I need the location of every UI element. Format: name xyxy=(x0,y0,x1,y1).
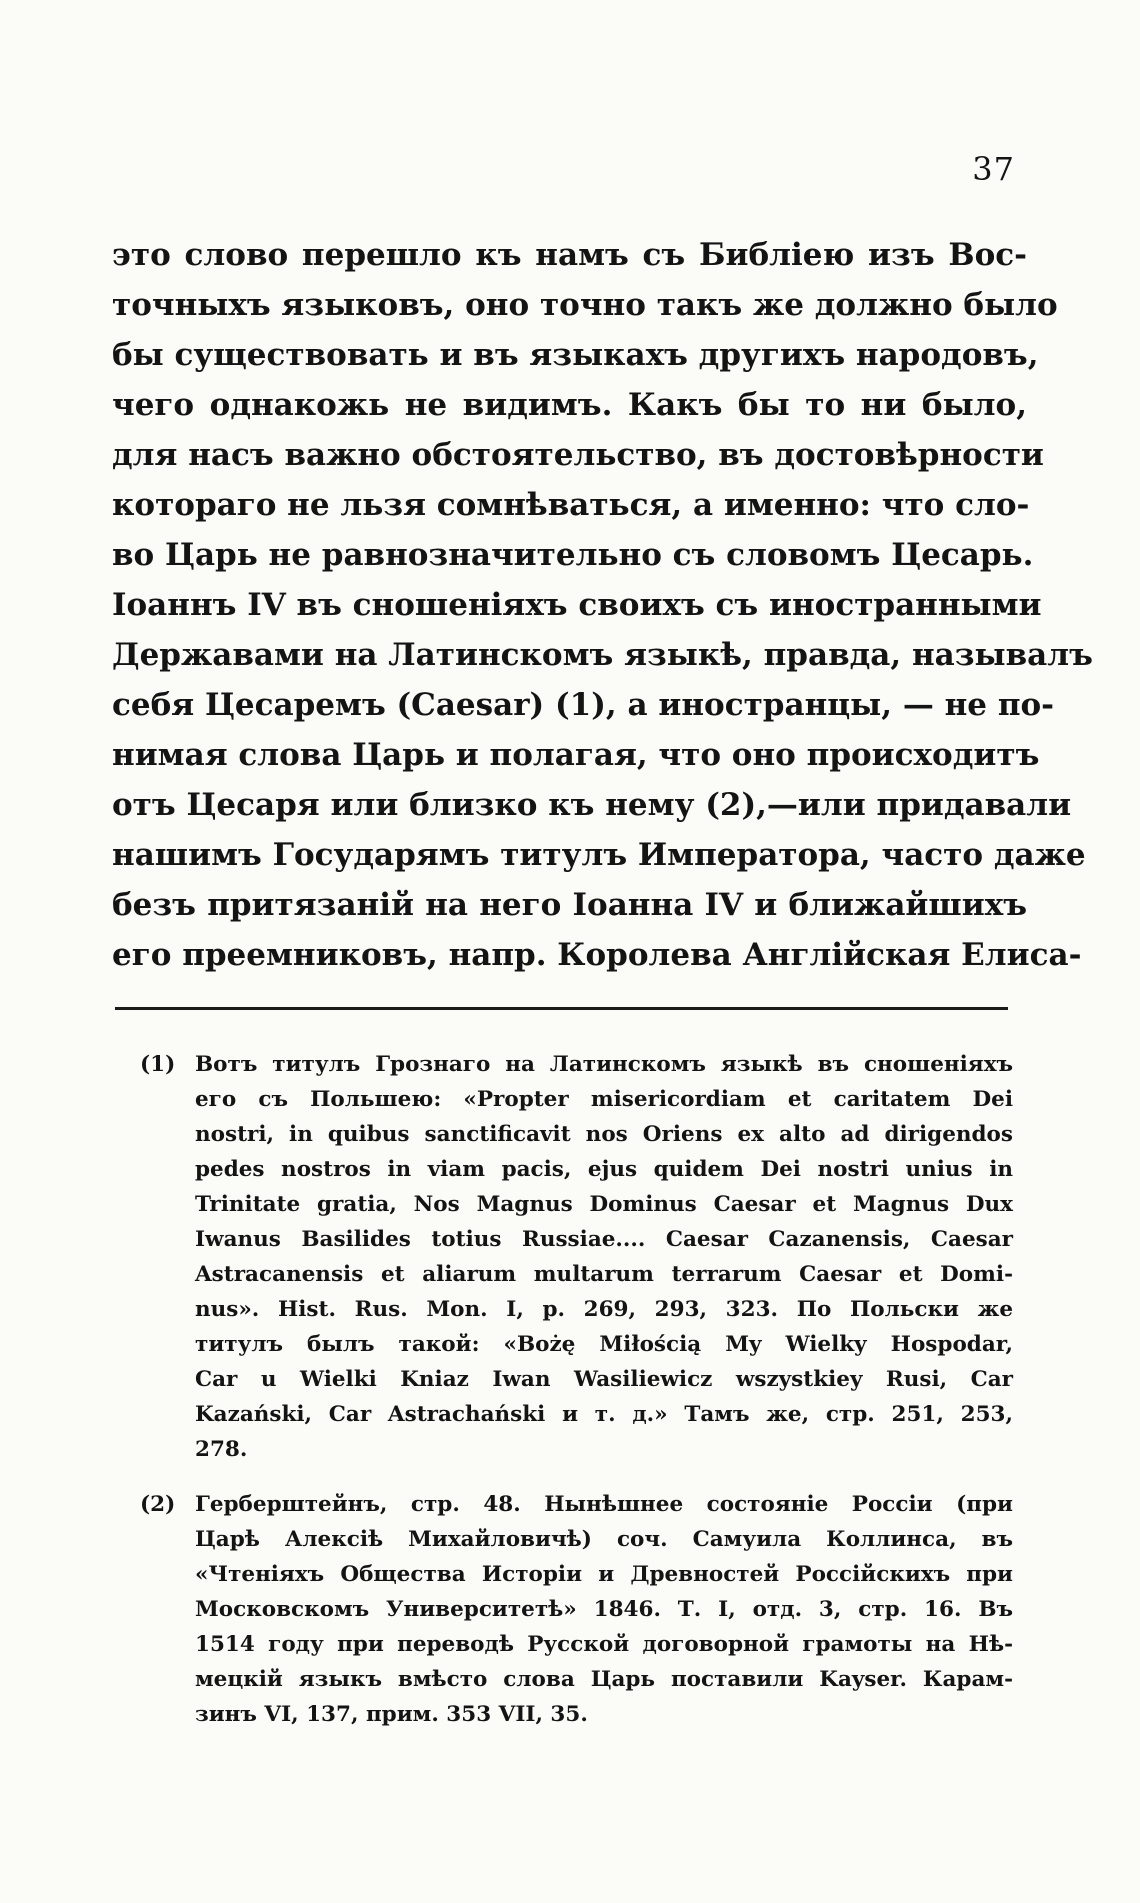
footnote-line: его съ Польшею: «Propter misericordiam et caritatem Dei xyxy=(195,1087,1013,1112)
main-text-line: Іоаннъ IV въ сношеніяхъ своихъ съ иностранными xyxy=(112,587,1042,623)
footnote-line: Car u Wielki Kniaz Iwan Wasiliewicz wszystkiey Rusi, Car xyxy=(195,1367,1013,1392)
footnote-marker: (1) xyxy=(140,1052,176,1077)
footnote-line: мецкій языкъ вмѣсто слова Царь поставили Kayser. Карам- xyxy=(195,1667,1013,1692)
main-text-line: точныхъ языковъ, оно точно такъ же должно было xyxy=(112,287,1058,323)
main-text-line: бы существовать и въ языкахъ другихъ народовъ, xyxy=(112,337,1039,373)
footnote-line: 278. xyxy=(195,1437,248,1462)
footnote-line: 1514 году при переводѣ Русской договорной грамоты на Нѣ- xyxy=(195,1632,1013,1657)
footnote-line: Trinitate gratia, Nos Magnus Dominus Caesar et Magnus Dux xyxy=(195,1192,1013,1217)
main-text-line: котораго не льзя сомнѣваться, а именно: что сло- xyxy=(112,487,1030,523)
footnote-line: pedes nostros in viam pacis, ejus quidem Dei nostri unius in xyxy=(195,1157,1013,1182)
footnotes xyxy=(140,1047,1013,1752)
footnote-line: титулъ былъ такой: «Bożę Miłością My Wielky Hospodar, xyxy=(195,1332,1013,1357)
footnote-line: nus». Hist. Rus. Mon. I, p. 269, 293, 323. По Польски же xyxy=(195,1297,1013,1322)
footnote-1 xyxy=(140,1047,1013,1467)
main-text-line: нимая слова Царь и полагая, что оно происходитъ xyxy=(112,737,1040,773)
main-text-line: отъ Цесаря или близко къ нему (2),—или придавали xyxy=(112,787,1072,823)
footnote-text: Вотъ титулъ Грознаго на Латинскомъ языкѣ въ сношеніяхъ xyxy=(195,1052,1013,1077)
main-text xyxy=(112,230,1093,980)
footnote-line: «Чтеніяхъ Общества Исторіи и Древностей Россійскихъ при xyxy=(195,1562,1013,1587)
footnote-divider xyxy=(115,1007,1008,1010)
main-text-line: для насъ важно обстоятельство, въ достовѣрности xyxy=(112,437,1044,473)
footnote-line: Царѣ Алексіѣ Михайловичѣ) соч. Самуила Коллинса, въ xyxy=(195,1527,1013,1552)
footnote-line xyxy=(140,1047,1013,1082)
footnote-line: Iwanus Basilides totius Russiae.... Caesar Cazanensis, Caesar xyxy=(195,1227,1013,1252)
footnote-text: Герберштейнъ, стр. 48. Нынѣшнее состояніе Россіи (при xyxy=(195,1492,1013,1517)
main-text-line: это слово перешло къ намъ съ Библіею изъ Вос- xyxy=(112,237,1027,273)
footnote-line: Московскомъ Университетѣ» 1846. Т. I, отд. 3, стр. 16. Въ xyxy=(195,1597,1013,1622)
footnote-marker: (2) xyxy=(140,1492,176,1517)
footnote-line xyxy=(140,1487,1013,1522)
main-text-line: безъ притязаній на него Іоанна IV и ближайшихъ xyxy=(112,887,1027,923)
footnote-line: зинъ VI, 137, прим. 353 VII, 35. xyxy=(195,1702,588,1727)
main-text-line: нашимъ Государямъ титулъ Императора, часто даже xyxy=(112,837,1086,873)
footnote-line: Astracanensis et aliarum multarum terrarum Caesar et Domi- xyxy=(195,1262,1013,1287)
page-number: 37 xyxy=(972,150,1015,188)
main-text-line: чего однакожь не видимъ. Какъ бы то ни было, xyxy=(112,387,1027,423)
main-text-line: Державами на Латинскомъ языкѣ, правда, называлъ xyxy=(112,637,1093,673)
main-text-line: его преемниковъ, напр. Королева Англійская Елиса- xyxy=(112,937,1082,973)
footnote-line: Kazański, Car Astrachański и т. д.» Тамъ же, стр. 251, 253, xyxy=(195,1402,1013,1427)
footnote-line: nostri, in quibus sanctificavit nos Oriens ex alto ad dirigendos xyxy=(195,1122,1013,1147)
main-text-line: себя Цесаремъ (Caesar) (1), а иностранцы, — не по- xyxy=(112,687,1055,723)
footnote-2 xyxy=(140,1487,1013,1732)
main-text-line: во Царь не равнозначительно съ словомъ Цесарь. xyxy=(112,537,1034,573)
